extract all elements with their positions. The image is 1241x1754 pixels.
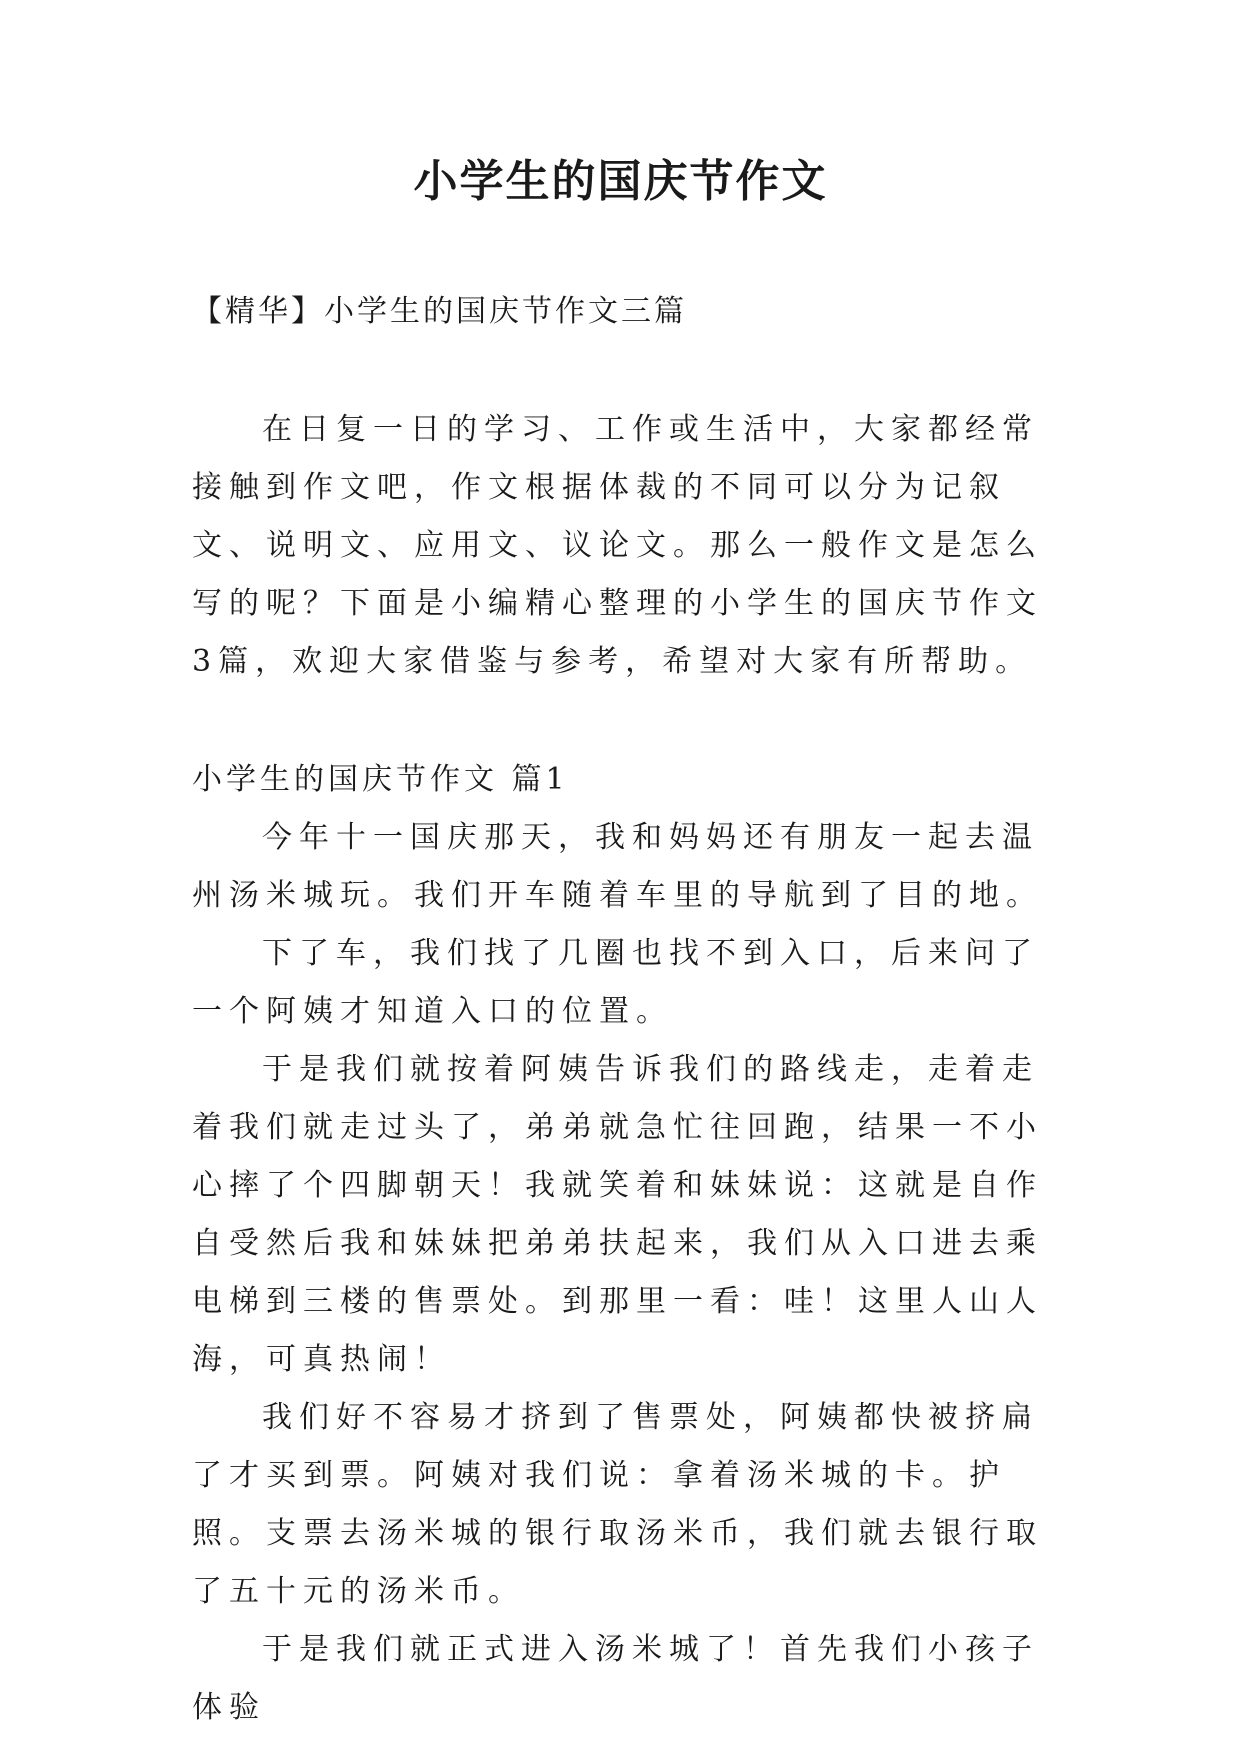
intro-block [192,401,1052,691]
article-block [192,751,1052,1737]
section-heading: 小学生的国庆节作文 篇1 [192,762,569,797]
article-paragraph-1: 今年十一国庆那天，我和妈妈还有朋友一起去温州汤米城玩。我们开车随着车里的导航到了目的地。 [192,820,1043,913]
document-title: 小学生的国庆节作文 [413,156,828,207]
article-paragraph-2: 下了车，我们找了几圈也找不到入口，后来问了一个阿姨才知道入口的位置。 [192,936,1039,1029]
intro-paragraph: 在日复一日的学习、工作或生活中，大家都经常接触到作文吧，作文根据体裁的不同可以分为记叙文、说明文、应用文、议论文。那么一般作文是怎么写的呢？下面是小编精心整理的小学生的国庆节作文3篇，欢迎大家借鉴与参考，希望对大家有所帮助。 [192,412,1043,679]
article-paragraph-5: 于是我们就正式进入汤米城了！首先我们小孩子体验 [192,1632,1039,1725]
document-subtitle: 【精华】小学生的国庆节作文三篇 [192,294,687,329]
article-paragraph-3: 于是我们就按着阿姨告诉我们的路线走，走着走着我们就走过头了，弟弟就急忙往回跑，结果一不小心摔了个四脚朝天！我就笑着和妹妹说：这就是自作自受然后我和妹妹把弟弟扶起来，我们从入口进去乘电梯到三楼的售票处。到那里一看：哇！这里人山人海，可真热闹！ [192,1052,1043,1377]
article-paragraph-4: 我们好不容易才挤到了售票处，阿姨都快被挤扁了才买到票。阿姨对我们说：拿着汤米城的卡。护照。支票去汤米城的银行取汤米币，我们就去银行取了五十元的汤米币。 [192,1400,1043,1609]
